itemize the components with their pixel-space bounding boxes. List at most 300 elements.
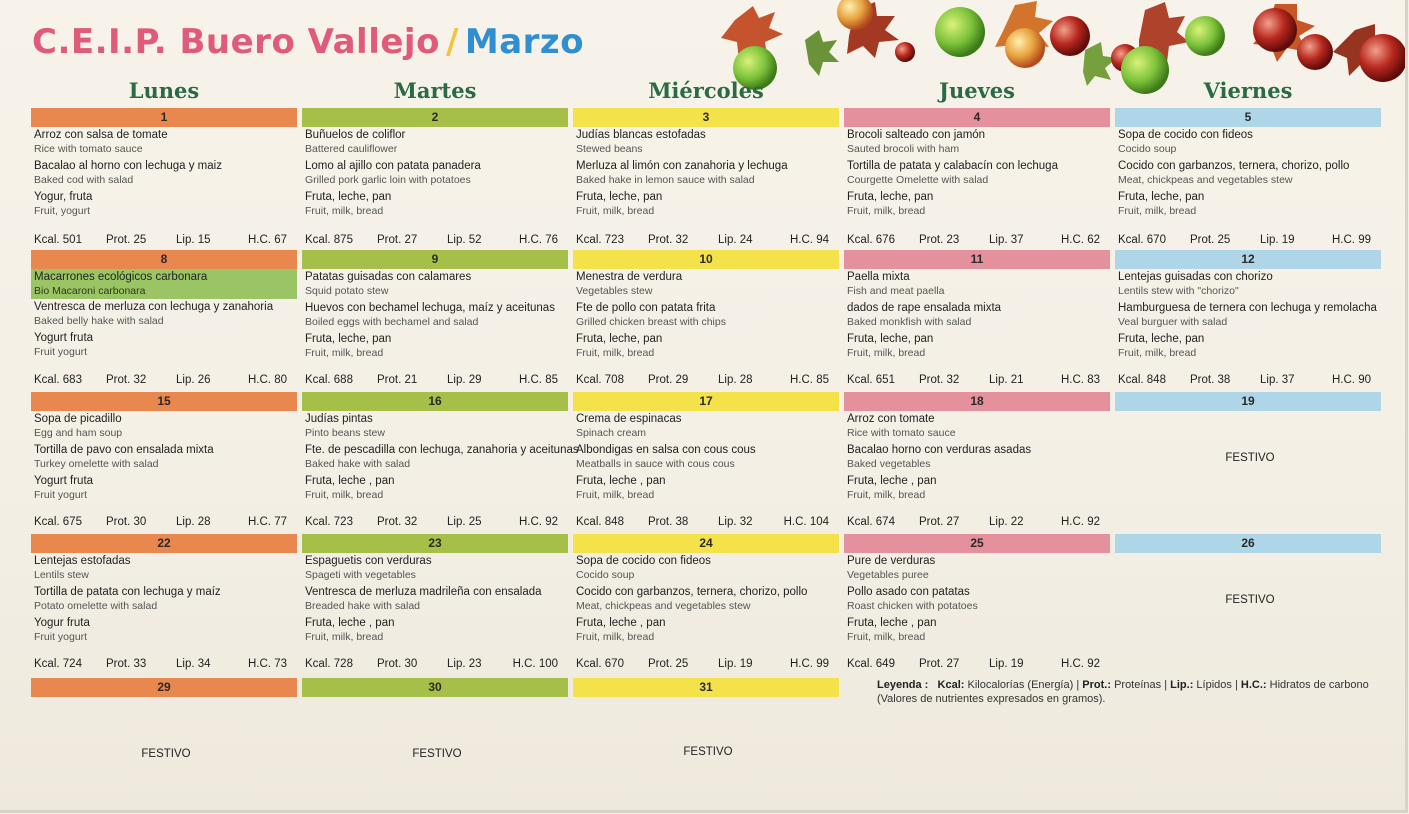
- dish-name-es: Hamburguesa de ternera con lechuga y remolacha: [1118, 302, 1377, 314]
- dish-item: [1115, 190, 1381, 218]
- legend-title: Leyenda :: [877, 679, 929, 691]
- dish-name-es: Fruta, leche, pan: [847, 333, 934, 345]
- lipid-value-number: 23: [468, 658, 482, 670]
- day-number-bar: 11: [844, 250, 1110, 269]
- kcal-value-label: Kcal.: [305, 234, 331, 246]
- dish-item: [302, 332, 568, 360]
- day-number-bar: 22: [31, 534, 297, 553]
- carbs-value: [248, 374, 287, 386]
- protein-value-number: 30: [404, 658, 418, 670]
- carbs-value-number: 92: [1087, 516, 1100, 528]
- kcal-value-label: Kcal.: [576, 658, 602, 670]
- nutrition-row: [305, 234, 558, 248]
- lipid-value-label: Lip.: [447, 234, 466, 246]
- kcal-value-number: 708: [604, 374, 624, 386]
- lipid-value-label: Lip.: [989, 516, 1008, 528]
- protein-value-label: Prot.: [377, 516, 402, 528]
- day-number-bar: 30: [302, 678, 568, 697]
- dish-name-es: Lentejas estofadas: [34, 555, 131, 567]
- protein-value-label: Prot.: [919, 234, 944, 246]
- dish-item: [1115, 301, 1381, 329]
- day-header-miercoles: Miércoles: [648, 78, 764, 103]
- kcal-value: [1118, 374, 1166, 386]
- protein-value-number: 38: [1217, 374, 1231, 386]
- dish-name-es: Sopa de picadillo: [34, 413, 122, 425]
- nutrition-row: [847, 516, 1100, 530]
- kcal-value-number: 670: [604, 658, 624, 670]
- kcal-value-number: 688: [333, 374, 353, 386]
- dish-name-es: Fruta, leche, pan: [1118, 333, 1205, 345]
- kcal-value: [305, 658, 353, 670]
- day-number-bar: 3: [573, 108, 839, 127]
- lipid-value: [447, 234, 482, 246]
- dish-name-es: Fruta, leche , pan: [847, 475, 937, 487]
- kcal-value-number: 683: [62, 374, 82, 386]
- dish-name-en: Grilled pork garlic loin with potatoes: [305, 174, 471, 186]
- carbs-value: [519, 374, 558, 386]
- day-number-bar: 2: [302, 108, 568, 127]
- day-cell-miercoles: [573, 534, 839, 674]
- dish-name-es: Brocoli salteado con jamón: [847, 129, 986, 141]
- dish-item: [302, 412, 568, 440]
- dish-name-es: Sopa de cocido con fideos: [1118, 129, 1253, 141]
- lipid-value-label: Lip.: [447, 658, 466, 670]
- legend-separator: |: [1234, 679, 1238, 691]
- dish-name-en: Breaded hake with salad: [305, 600, 420, 612]
- dish-name-es: Pure de verduras: [847, 555, 936, 567]
- protein-value-number: 29: [675, 374, 689, 386]
- dish-name-en: Fruit, milk, bread: [576, 205, 655, 217]
- dish-name-en: Baked vegetables: [847, 458, 931, 470]
- dish-item: [573, 554, 839, 582]
- protein-value-number: 21: [404, 374, 418, 386]
- dish-name-es: Tortilla de patata y calabacín con lechuga: [847, 160, 1058, 172]
- lipid-value-number: 26: [197, 374, 211, 386]
- day-number-bar: 31: [573, 678, 839, 697]
- lipid-value-label: Lip.: [447, 374, 466, 386]
- dish-name-es: Pollo asado con patatas: [847, 586, 970, 598]
- carbs-value: [1061, 658, 1100, 670]
- protein-value: [1190, 234, 1230, 246]
- lipid-value: [1260, 234, 1295, 246]
- dish-name-es: Fte. de pescadilla con lechuga, zanahoria y aceitunas: [305, 444, 579, 456]
- dish-name-en: Pinto beans stew: [305, 427, 385, 439]
- dish-item: [31, 159, 297, 187]
- legend: [877, 678, 1377, 706]
- kcal-value-label: Kcal.: [847, 516, 873, 528]
- dish-item: [302, 585, 568, 613]
- dish-name-en: Fruit, milk, bread: [847, 631, 926, 643]
- kcal-value: [847, 516, 895, 528]
- nutrition-row: [847, 658, 1100, 672]
- carbs-value: [1061, 374, 1100, 386]
- kcal-value-number: 649: [875, 658, 895, 670]
- dish-item: [844, 585, 1110, 613]
- kcal-value-label: Kcal.: [576, 374, 602, 386]
- dish-item: [573, 585, 839, 613]
- legend-hc-key: H.C.:: [1240, 679, 1267, 691]
- day-cell-miercoles: [573, 250, 839, 390]
- legend-prot-value: Proteínas: [1114, 679, 1162, 691]
- nutrition-row: [1118, 374, 1371, 388]
- kcal-value-number: 723: [604, 234, 624, 246]
- lipid-value-label: Lip.: [1260, 234, 1279, 246]
- nutrition-row: [34, 234, 287, 248]
- day-number-bar: 24: [573, 534, 839, 553]
- protein-value: [1190, 374, 1230, 386]
- dish-name-es: Merluza al limón con zanahoria y lechuga: [576, 160, 788, 172]
- dish-name-es: Cocido con garbanzos, ternera, chorizo, pollo: [576, 586, 808, 598]
- dish-name-en: Fruit yogurt: [34, 631, 88, 643]
- dish-item: [302, 190, 568, 218]
- kcal-value: [576, 658, 624, 670]
- kcal-value-number: 670: [1146, 234, 1166, 246]
- day-cell-jueves: [844, 250, 1110, 390]
- dish-name-es: Espaguetis con verduras: [305, 555, 432, 567]
- kcal-value-number: 848: [604, 516, 624, 528]
- dish-item: [31, 554, 297, 582]
- dish-item: [573, 159, 839, 187]
- dish-name-en: Lentils stew: [34, 569, 89, 581]
- lipid-value-number: 28: [197, 516, 211, 528]
- dish-name-es: Lomo al ajillo con patata panadera: [305, 160, 481, 172]
- carbs-value: [248, 234, 287, 246]
- carbs-value: [248, 516, 287, 528]
- kcal-value-label: Kcal.: [34, 658, 60, 670]
- protein-value-number: 27: [946, 658, 960, 670]
- protein-value-number: 25: [675, 658, 689, 670]
- kcal-value: [576, 234, 624, 246]
- carbs-value: [513, 658, 558, 670]
- dish-name-es: Fruta, leche , pan: [576, 475, 666, 487]
- carbs-value-number: 100: [538, 658, 558, 670]
- carbs-value-number: 92: [545, 516, 558, 528]
- page-title: [32, 22, 584, 70]
- carbs-value-label: H.C.: [1061, 516, 1084, 528]
- dish-item: [573, 412, 839, 440]
- kcal-value-label: Kcal.: [34, 234, 60, 246]
- nutrition-row: [305, 658, 558, 672]
- nutrition-row: [1118, 234, 1371, 248]
- dish-name-en: Lentils stew with "chorizo": [1118, 285, 1239, 297]
- dish-name-es: Fruta, leche , pan: [305, 617, 395, 629]
- dish-name-es: Judías pintas: [305, 413, 373, 425]
- day-cell-martes: [302, 678, 568, 778]
- kcal-value: [305, 374, 353, 386]
- kcal-value-label: Kcal.: [34, 516, 60, 528]
- dish-name-es: Fruta, leche, pan: [1118, 191, 1205, 203]
- protein-value-label: Prot.: [919, 658, 944, 670]
- day-cell-jueves: [844, 534, 1110, 674]
- lipid-value-number: 21: [1010, 374, 1024, 386]
- protein-value-number: 32: [133, 374, 147, 386]
- protein-value: [919, 234, 959, 246]
- kcal-value-label: Kcal.: [1118, 374, 1144, 386]
- dish-name-en: Courgette Omelette with salad: [847, 174, 989, 186]
- day-header-viernes: Viernes: [1203, 78, 1293, 103]
- kcal-value: [847, 658, 895, 670]
- protein-value-number: 27: [946, 516, 960, 528]
- protein-value: [919, 658, 959, 670]
- day-cell-viernes: [1115, 250, 1381, 390]
- lipid-value-number: 25: [468, 516, 482, 528]
- dish-item: [844, 159, 1110, 187]
- festivo-label: FESTIVO: [141, 748, 191, 760]
- day-cell-miercoles: [573, 108, 839, 248]
- dish-name-es: Lentejas guisadas con chorizo: [1118, 271, 1273, 283]
- carbs-value-label: H.C.: [790, 234, 813, 246]
- lipid-value-number: 52: [468, 234, 482, 246]
- lipid-value-label: Lip.: [176, 516, 195, 528]
- kcal-value: [576, 516, 624, 528]
- dish-name-en: Fruit, milk, bread: [847, 205, 926, 217]
- kcal-value: [305, 234, 353, 246]
- day-number-bar: 25: [844, 534, 1110, 553]
- carbs-value-label: H.C.: [248, 516, 271, 528]
- protein-value-number: 38: [675, 516, 689, 528]
- day-cell-miercoles: [573, 392, 839, 532]
- lipid-value-number: 19: [739, 658, 753, 670]
- lipid-value: [176, 516, 211, 528]
- protein-value-label: Prot.: [106, 234, 131, 246]
- protein-value-label: Prot.: [106, 374, 131, 386]
- carbs-value: [248, 658, 287, 670]
- day-number-bar: 10: [573, 250, 839, 269]
- protein-value-number: 32: [946, 374, 960, 386]
- lipid-value: [176, 234, 211, 246]
- dish-name-en: Vegetables stew: [576, 285, 653, 297]
- lipid-value: [718, 374, 753, 386]
- dish-name-es: Tortilla de pavo con ensalada mixta: [34, 444, 214, 456]
- legend-kcal-value: Kilocalorías (Energía): [967, 679, 1074, 691]
- carbs-value-label: H.C.: [519, 516, 542, 528]
- lipid-value-number: 15: [197, 234, 211, 246]
- kcal-value: [847, 374, 895, 386]
- carbs-value-number: 94: [816, 234, 829, 246]
- day-cell-lunes: [31, 108, 297, 248]
- carbs-value: [519, 516, 558, 528]
- day-header-martes: Martes: [393, 78, 477, 103]
- lipid-value: [176, 658, 211, 670]
- lipid-value-number: 22: [1010, 516, 1024, 528]
- carbs-value-number: 85: [816, 374, 829, 386]
- dish-item: [31, 412, 297, 440]
- dish-name-es: Patatas guisadas con calamares: [305, 271, 472, 283]
- kcal-value: [34, 516, 82, 528]
- kcal-value: [34, 234, 82, 246]
- dish-item: [844, 443, 1110, 471]
- day-cell-viernes: [1115, 392, 1381, 532]
- dish-name-es: Crema de espinacas: [576, 413, 682, 425]
- dish-item: [1115, 128, 1381, 156]
- dish-name-en: Battered cauliflower: [305, 143, 398, 155]
- month-name: Marzo: [464, 22, 585, 62]
- dish-item: [31, 474, 297, 502]
- dish-name-es: Fruta, leche, pan: [576, 191, 663, 203]
- lipid-value: [989, 658, 1024, 670]
- protein-value-number: 23: [946, 234, 960, 246]
- kcal-value-number: 676: [875, 234, 895, 246]
- dish-name-es: dados de rape ensalada mixta: [847, 302, 1002, 314]
- dish-item: [302, 270, 568, 298]
- protein-value-label: Prot.: [1190, 374, 1215, 386]
- protein-value-label: Prot.: [919, 516, 944, 528]
- dish-name-es: Arroz con salsa de tomate: [34, 129, 168, 141]
- dish-item: [302, 616, 568, 644]
- legend-kcal-key: Kcal:: [937, 679, 965, 691]
- lipid-value-number: 37: [1281, 374, 1295, 386]
- carbs-value: [790, 374, 829, 386]
- dish-name-en: Baked cod with salad: [34, 174, 134, 186]
- protein-value-label: Prot.: [648, 234, 673, 246]
- title-slash: /: [445, 22, 459, 62]
- dish-name-en: Grilled chicken breast with chips: [576, 316, 726, 328]
- dish-item: [31, 443, 297, 471]
- dish-name-en: Fruit, milk, bread: [305, 347, 384, 359]
- dish-name-es: Sopa de cocido con fideos: [576, 555, 711, 567]
- dish-name-en: Boiled eggs with bechamel and salad: [305, 316, 479, 328]
- dish-name-en: Meatballs in sauce with cous cous: [576, 458, 735, 470]
- protein-value: [377, 516, 417, 528]
- dish-item: [1115, 159, 1381, 187]
- protein-value: [648, 374, 688, 386]
- dish-name-es: Fruta, leche , pan: [847, 617, 937, 629]
- dish-name-es: Fruta, leche, pan: [305, 191, 392, 203]
- dish-item: [573, 301, 839, 329]
- kcal-value-number: 651: [875, 374, 895, 386]
- carbs-value-label: H.C.: [1061, 374, 1084, 386]
- legend-lip-key: Lip.:: [1170, 679, 1194, 691]
- legend-note: (Valores de nutrientes expresados en gramos).: [877, 693, 1106, 705]
- kcal-value: [34, 374, 82, 386]
- nutrition-row: [576, 374, 829, 388]
- dish-name-en: Fruit, milk, bread: [1118, 205, 1197, 217]
- protein-value: [106, 516, 146, 528]
- dish-name-es: Bacalao horno con verduras asadas: [847, 444, 1032, 456]
- dish-item: [31, 300, 297, 328]
- lipid-value: [989, 374, 1024, 386]
- dish-name-es: Macarrones ecológicos carbonara: [34, 271, 208, 283]
- dish-item: [302, 443, 579, 471]
- legend-prot-key: Prot.:: [1082, 679, 1111, 691]
- carbs-value: [1061, 234, 1100, 246]
- dish-name-en: Fruit, milk, bread: [847, 347, 926, 359]
- nutrition-row: [305, 374, 558, 388]
- dish-name-en: Potato omelette with salad: [34, 600, 158, 612]
- kcal-value-number: 728: [333, 658, 353, 670]
- carbs-value: [1332, 234, 1371, 246]
- day-number-bar: 15: [31, 392, 297, 411]
- lipid-value-number: 37: [1010, 234, 1024, 246]
- lipid-value: [989, 516, 1024, 528]
- dish-name-es: Albondigas en salsa con cous cous: [576, 444, 756, 456]
- dish-name-en: Cocido soup: [1118, 143, 1177, 155]
- festivo-label: FESTIVO: [1225, 452, 1275, 464]
- lipid-value-label: Lip.: [989, 374, 1008, 386]
- school-name: C.E.I.P. Buero Vallejo: [32, 22, 440, 62]
- kcal-value-label: Kcal.: [305, 374, 331, 386]
- day-cell-miercoles: [573, 678, 839, 778]
- dish-name-en: Sauted brocoli with ham: [847, 143, 960, 155]
- dish-name-es: Judías blancas estofadas: [576, 129, 706, 141]
- lipid-value: [176, 374, 211, 386]
- dish-item: [573, 128, 839, 156]
- lipid-value-label: Lip.: [718, 516, 737, 528]
- carbs-value-number: 80: [274, 374, 287, 386]
- dish-name-es: Arroz con tomate: [847, 413, 935, 425]
- protein-value-number: 32: [675, 234, 689, 246]
- dish-name-es: Fruta, leche, pan: [847, 191, 934, 203]
- lipid-value-label: Lip.: [718, 234, 737, 246]
- carbs-value-label: H.C.: [783, 516, 807, 528]
- protein-value-number: 27: [404, 234, 418, 246]
- dish-name-en: Bio Macaroni carbonara: [34, 285, 146, 297]
- day-cell-lunes: [31, 534, 297, 674]
- dish-name-en: Baked hake with salad: [305, 458, 411, 470]
- kcal-value-label: Kcal.: [1118, 234, 1144, 246]
- dish-item: [31, 585, 297, 613]
- dish-name-en: Baked monkfish with salad: [847, 316, 972, 328]
- dish-name-en: Egg and ham soup: [34, 427, 123, 439]
- day-cell-jueves: [844, 392, 1110, 532]
- lipid-value-label: Lip.: [718, 374, 737, 386]
- nutrition-row: [847, 234, 1100, 248]
- carbs-value-label: H.C.: [790, 658, 813, 670]
- dish-item: [844, 270, 1110, 298]
- dish-item: [302, 554, 568, 582]
- dish-item: [573, 332, 839, 360]
- dish-item: [844, 616, 1110, 644]
- lipid-value-label: Lip.: [176, 658, 195, 670]
- kcal-value-label: Kcal.: [305, 516, 331, 528]
- dish-name-es: Fruta, leche, pan: [576, 333, 663, 345]
- dish-name-es: Tortilla de patata con lechuga y maíz: [34, 586, 221, 598]
- day-number-bar: 29: [31, 678, 297, 697]
- nutrition-row: [576, 658, 829, 672]
- festivo-label: FESTIVO: [1225, 594, 1275, 606]
- dish-name-en: Fruit, yogurt: [34, 205, 91, 217]
- dish-name-es: Bacalao al horno con lechuga y maiz: [34, 160, 222, 172]
- dish-name-en: Rice with tomato sauce: [34, 143, 143, 155]
- dish-name-en: Meat, chickpeas and vegetables stew: [576, 600, 751, 612]
- kcal-value-number: 875: [333, 234, 353, 246]
- protein-value: [377, 658, 417, 670]
- lipid-value-label: Lip.: [718, 658, 737, 670]
- protein-value-number: 32: [404, 516, 418, 528]
- dish-name-en: Vegetables puree: [847, 569, 929, 581]
- kcal-value-number: 724: [62, 658, 82, 670]
- carbs-value-label: H.C.: [248, 658, 271, 670]
- lipid-value: [718, 658, 753, 670]
- dish-name-en: Spageti with vegetables: [305, 569, 416, 581]
- kcal-value: [847, 234, 895, 246]
- carbs-value: [790, 658, 829, 670]
- protein-value-label: Prot.: [106, 516, 131, 528]
- carbs-value: [519, 234, 558, 246]
- carbs-value-number: 90: [1358, 374, 1371, 386]
- dish-name-en: Cocido soup: [576, 569, 635, 581]
- carbs-value-label: H.C.: [512, 658, 536, 670]
- day-number-bar: 12: [1115, 250, 1381, 269]
- dish-name-es: Ventresca de merluza madrileña con ensalada: [305, 586, 542, 598]
- protein-value: [106, 658, 146, 670]
- carbs-value-label: H.C.: [1061, 234, 1084, 246]
- kcal-value-label: Kcal.: [847, 234, 873, 246]
- day-number-bar: 8: [31, 250, 297, 269]
- dish-item: [844, 301, 1110, 329]
- dish-name-en: Fruit, milk, bread: [847, 489, 926, 501]
- lipid-value-label: Lip.: [176, 374, 195, 386]
